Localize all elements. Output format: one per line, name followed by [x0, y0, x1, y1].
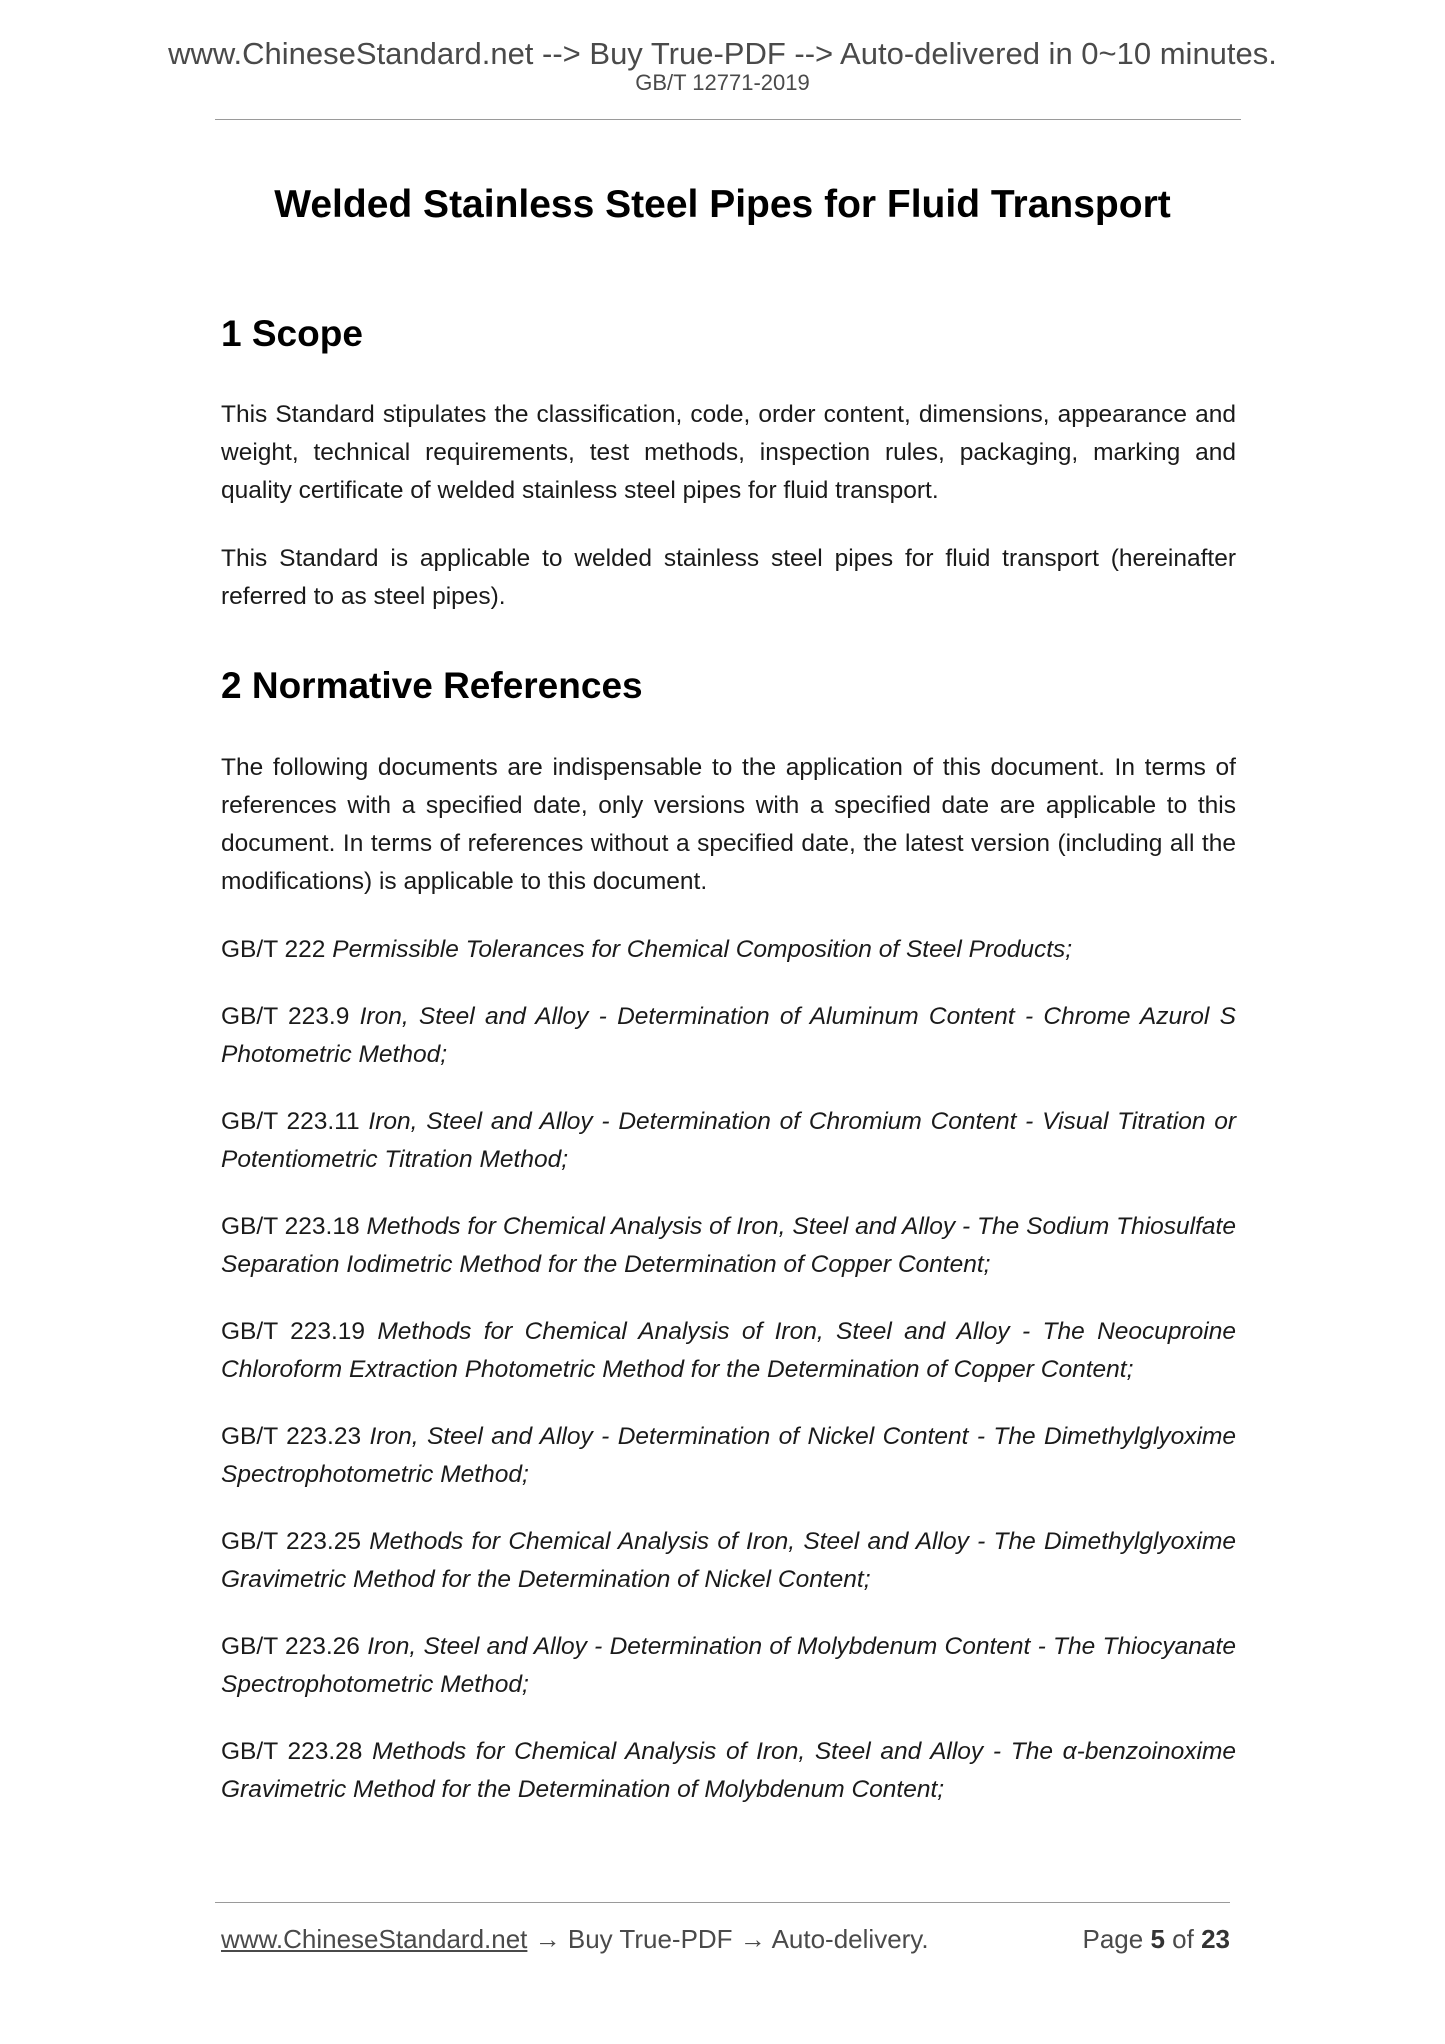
reference-code: GB/T 223.19: [221, 1317, 366, 1345]
reference-item: [221, 1418, 1236, 1494]
reference-code: GB/T 222: [221, 935, 326, 963]
reference-item: [221, 1313, 1236, 1389]
footer-promo: [221, 1924, 929, 1955]
document-code: GB/T 12771-2019: [635, 70, 810, 95]
page-number: [1082, 1924, 1230, 1955]
reference-item: [221, 1628, 1236, 1704]
reference-title: Iron, Steel and Alloy - Determination of Nickel Content - The Dimethylglyoxime Spectrophotometric Method;: [221, 1422, 1236, 1488]
reference-title: Methods for Chemical Analysis of Iron, Steel and Alloy - The Sodium Thiosulfate Separation Iodimetric Method for the Determination of Copper Content;: [221, 1212, 1236, 1278]
reference-code: GB/T 223.26: [221, 1632, 360, 1660]
reference-code: GB/T 223.28: [221, 1737, 363, 1765]
reference-title: Iron, Steel and Alloy - Determination of Molybdenum Content - The Thiocyanate Spectrophotometric Method;: [221, 1632, 1236, 1698]
references-intro-paragraph: The following documents are indispensable to the application of this document. In terms of references with a specified date, only versions with a specified date are applicable to this document. In terms of references without a specified date, the latest version (including all the modifications) is applicable to this document.: [221, 753, 1236, 895]
page-current: 5: [1150, 1924, 1165, 1954]
document-title: Welded Stainless Steel Pipes for Fluid Transport: [274, 183, 1171, 226]
reference-item: [221, 1208, 1236, 1284]
footer-promo-text: → Buy True-PDF → Auto-delivery.: [527, 1924, 929, 1954]
scope-paragraph: This Standard stipulates the classification, code, order content, dimensions, appearance and weight, technical requirements, test methods, inspection rules, packaging, marking and quality certificate of welded stainless steel pipes for fluid transport.: [221, 401, 1236, 505]
reference-title: Permissible Tolerances for Chemical Composition of Steel Products;: [332, 935, 1073, 963]
reference-item: [221, 1523, 1236, 1599]
reference-code: GB/T 223.9: [221, 1002, 350, 1030]
reference-code: GB/T 223.11: [221, 1107, 360, 1135]
reference-code: GB/T 223.23: [221, 1422, 362, 1450]
document-body: [221, 312, 1236, 1838]
reference-item: [221, 1733, 1236, 1809]
reference-item: [221, 1103, 1236, 1179]
site-banner: www.ChineseStandard.net --> Buy True-PDF --> Auto-delivered in 0~10 minutes.: [168, 36, 1277, 71]
reference-code: GB/T 223.25: [221, 1527, 361, 1555]
page-of-label: of: [1172, 1924, 1194, 1954]
reference-title: Methods for Chemical Analysis of Iron, Steel and Alloy - The Neocuproine Chloroform Extraction Photometric Method for the Determination of Copper Content;: [221, 1317, 1236, 1383]
reference-item: [221, 998, 1236, 1074]
reference-code: GB/T 223.18: [221, 1212, 360, 1240]
footer-divider: [215, 1902, 1230, 1903]
reference-item: [221, 931, 1236, 969]
reference-title: Methods for Chemical Analysis of Iron, Steel and Alloy - The α-benzoinoxime Gravimetric Method for the Determination of Molybdenum Content;: [221, 1737, 1236, 1803]
scope-paragraph: This Standard is applicable to welded stainless steel pipes for fluid transport (hereinafter referred to as steel pipes).: [221, 545, 1236, 611]
page-total: 23: [1201, 1924, 1230, 1954]
header-divider: [215, 119, 1241, 120]
reference-title: Methods for Chemical Analysis of Iron, Steel and Alloy - The Dimethylglyoxime Gravimetric Method for the Determination of Nickel Content;: [221, 1527, 1236, 1593]
section-heading-normative-references: 2 Normative References: [221, 665, 643, 707]
reference-title: Iron, Steel and Alloy - Determination of Aluminum Content - Chrome Azurol S Photometric Method;: [221, 1002, 1236, 1068]
section-heading-scope: 1 Scope: [221, 313, 363, 354]
reference-title: Iron, Steel and Alloy - Determination of Chromium Content - Visual Titration or Potentiometric Titration Method;: [221, 1107, 1237, 1173]
footer-site-link[interactable]: www.ChineseStandard.net: [221, 1924, 528, 1954]
page-label: Page: [1082, 1924, 1144, 1954]
